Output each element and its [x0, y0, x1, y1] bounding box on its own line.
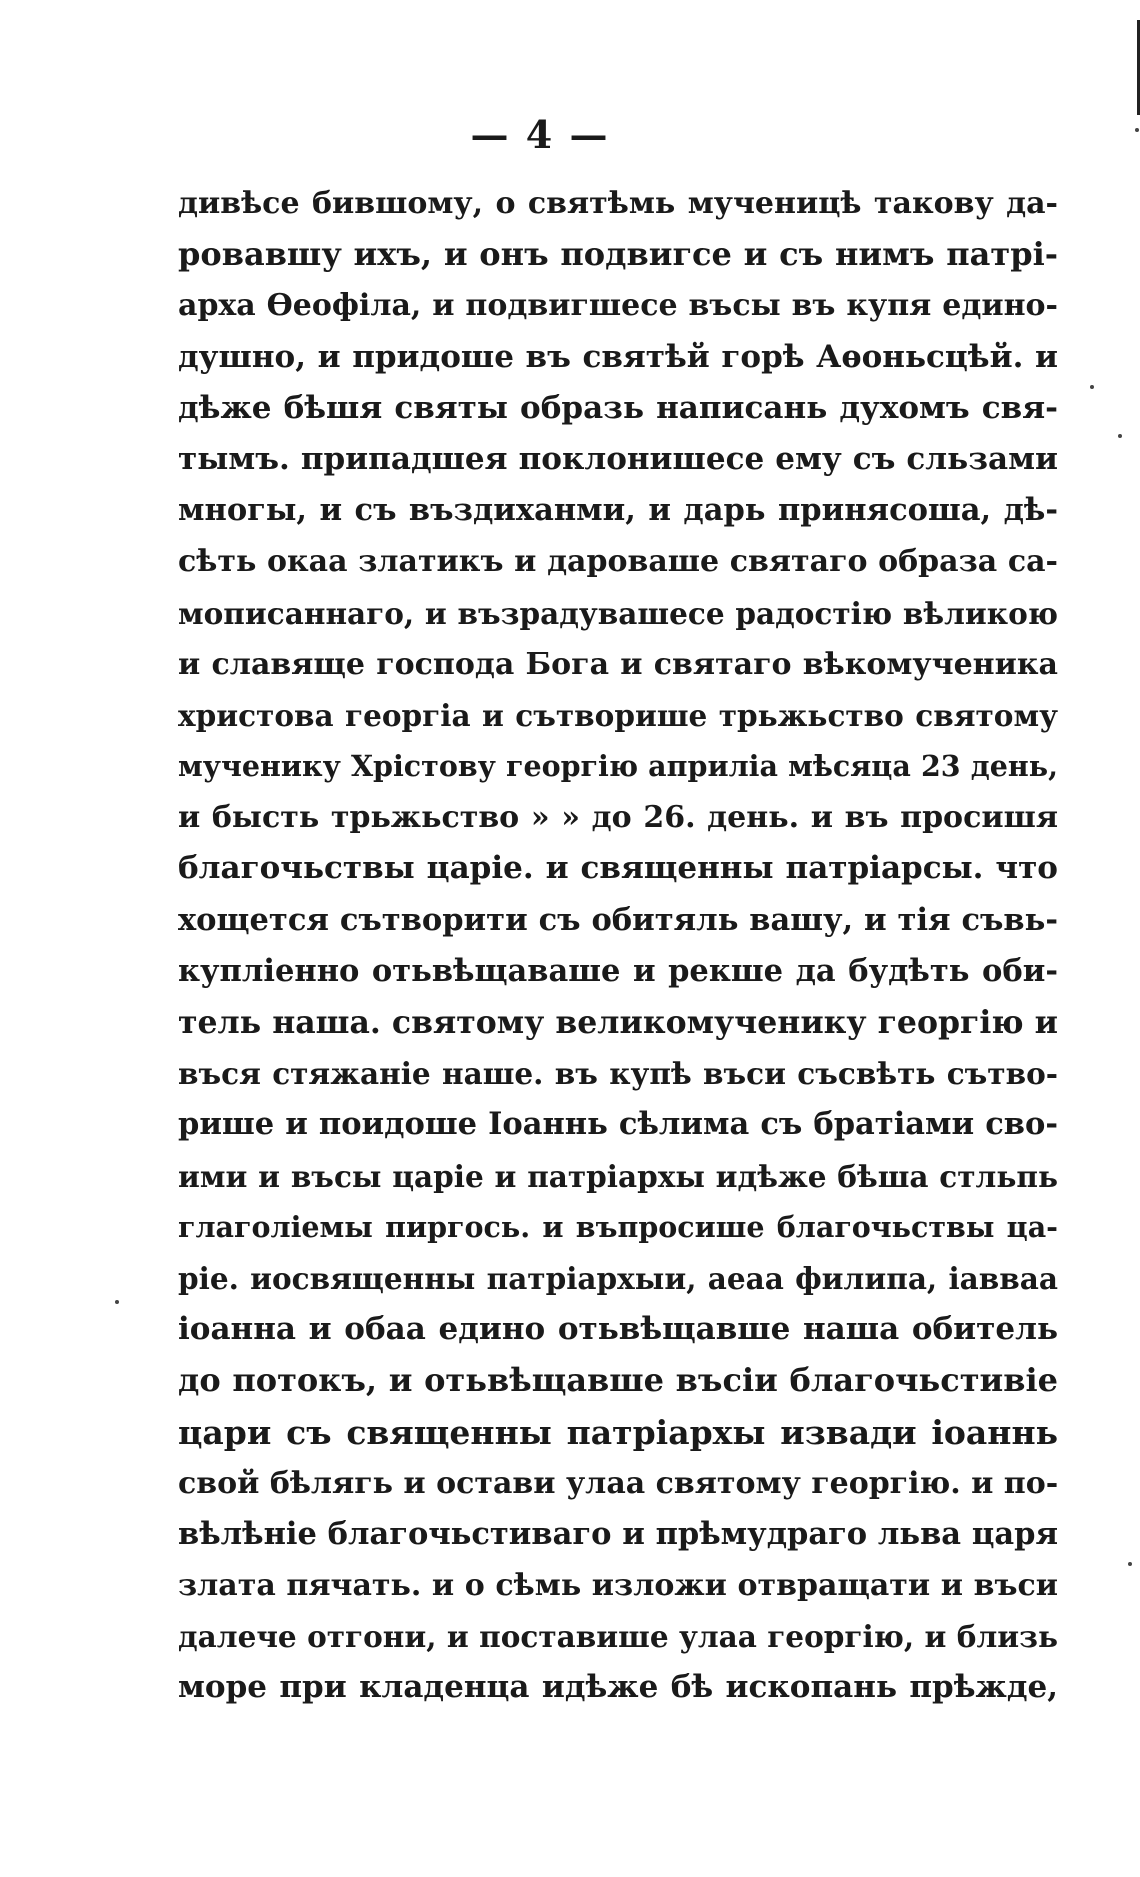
text-line: и славяще господа Бога и святаго вѣкомученика: [178, 646, 1058, 682]
print-speck: [1090, 385, 1094, 389]
text-line: и бысть трьжьство » » до 26. день. и въ просишя: [178, 800, 1058, 836]
text-line: вѣлѣніе благочьстиваго и прѣмудраго льва царя: [178, 1515, 1058, 1552]
text-line: глаголіемы пиргось. и въпросише благочьствы ца-: [178, 1209, 1058, 1244]
text-line: ими и въсы царіе и патріархы идѣже бѣша стльпь: [178, 1158, 1058, 1194]
print-speck: [1128, 1562, 1132, 1566]
text-line: тель наша. святому великомученику георгію и: [178, 1004, 1058, 1041]
text-line: до потокъ, и отьвѣщавше въсіи благочьстивіе: [178, 1361, 1058, 1400]
text-line: далече отгони, и поставише улаа георгію, и близь: [178, 1619, 1058, 1655]
text-line: хощется сътворити съ обитяль вашу, и тія съвь-: [178, 901, 1058, 938]
text-line: іоанна и обаа едино отьвѣщавше наша обитель: [178, 1311, 1058, 1348]
text-line: свой бѣлягь и остави улаа святому георгію. и по-: [178, 1465, 1058, 1501]
text-line: въся стяжаніе наше. въ купѣ въси съсвѣть сътво-: [178, 1056, 1058, 1092]
text-line: дѣже бѣшя святы образь написань духомъ свя-: [178, 389, 1058, 426]
text-line: море при кладенца идѣже бѣ ископань прѣжде,: [178, 1669, 1058, 1706]
text-line: мученику Хрістову георгію априліа мѣсяца 23 день,: [178, 749, 1058, 784]
text-line: мописаннаго, и възрадувашесе радостію вѣликою: [178, 595, 1058, 631]
text-line: благочьствы царіе. и священны патріарсы. что: [178, 850, 1058, 887]
text-line: ріе. иосвященны патріархыи, аеаа филипа, іавваа: [178, 1260, 1058, 1296]
text-line: цари съ священны патріархы извади іоаннь: [178, 1412, 1058, 1452]
text-line: многы, и съ въздиханми, и дарь принясоша, дѣ-: [178, 492, 1058, 529]
text-line: купліенно отьвѣщаваше и рекше да будѣть оби-: [178, 952, 1058, 989]
text-line: христова георгіа и сътворише трьжьство святому: [178, 697, 1058, 733]
text-line: тымъ. припадшея поклонишесе ему съ сльзами: [178, 440, 1058, 477]
text-line: арха Ѳеофіла, и подвигшесе въсы въ купя едино-: [178, 288, 1058, 324]
print-speck: [115, 1300, 119, 1304]
text-line: сѣть окаа златикъ и дароваше святаго образа са-: [178, 544, 1058, 580]
body-text: [178, 178, 1058, 1714]
text-line: рише и поидоше Іоаннь сѣлима съ братіами сво-: [178, 1106, 1058, 1143]
text-line: ровавшу ихъ, и онъ подвигсе и съ нимъ патрі-: [178, 235, 1058, 274]
print-speck: [1135, 128, 1139, 132]
print-speck: [1118, 434, 1122, 438]
text-line: злата пячать. и о сѣмь изложи отвращати и въси: [178, 1568, 1058, 1604]
text-line: дивѣсе бившому, о святѣмь мученицѣ такову да-: [178, 186, 1058, 221]
text-line: душно, и придоше въ святѣй горѣ Аѳоньсцѣй. и: [178, 338, 1058, 375]
page-number: — 4 —: [470, 112, 610, 157]
